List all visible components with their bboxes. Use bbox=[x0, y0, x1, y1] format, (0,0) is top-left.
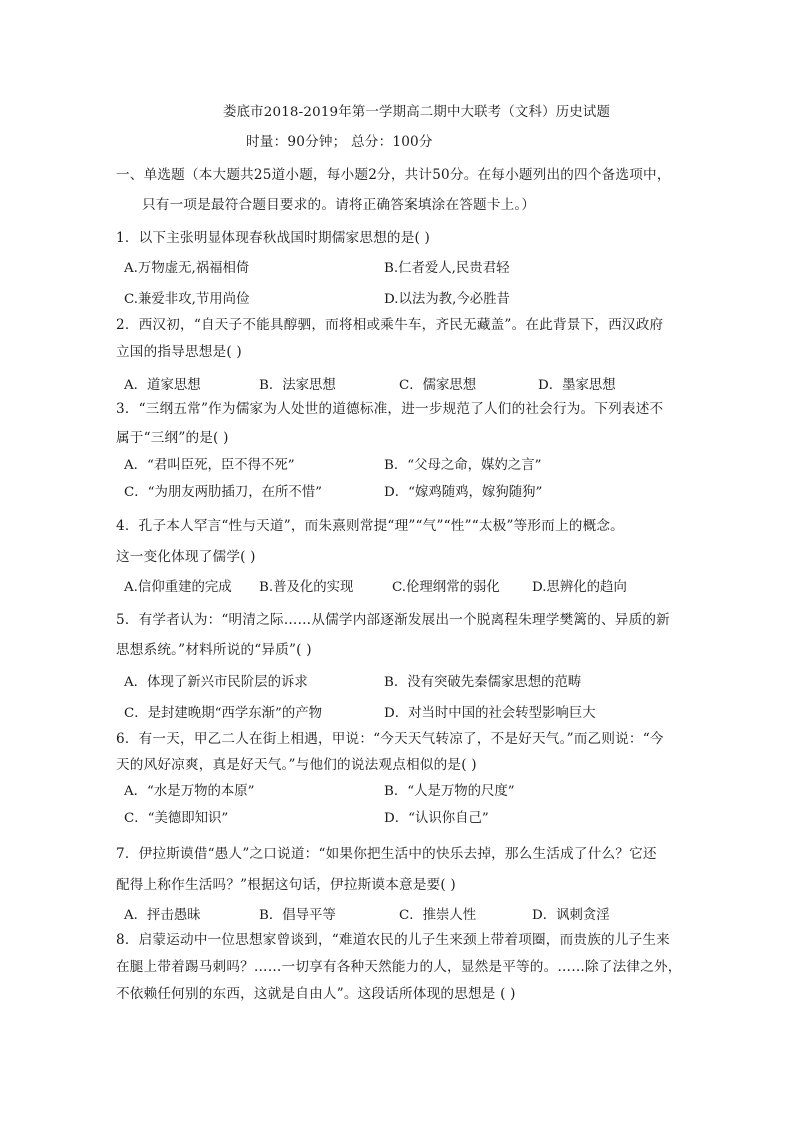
question-2-option-b: B．法家思想 bbox=[259, 378, 336, 393]
question-7-stem-line-2: 配得上称作生活吗？”根据这句话，伊拉斯谟本意是要( ) bbox=[116, 877, 456, 893]
question-5-option-a: A．体现了新兴市民阶层的诉求 bbox=[124, 675, 308, 690]
question-2-option-d: D．墨家思想 bbox=[538, 378, 616, 393]
question-7-option-a: A．抨击愚昧 bbox=[124, 908, 201, 923]
document-title: 娄底市2018-2019年第一学期高二期中大联考（文科）历史试题 bbox=[223, 105, 611, 120]
question-3-option-d: D．“嫁鸡随鸡，嫁狗随狗” bbox=[384, 485, 543, 500]
question-4-option-a: A.信仰重建的完成 bbox=[124, 580, 232, 595]
question-2-option-c: C．儒家思想 bbox=[399, 378, 477, 393]
question-3-option-c: C．“为朋友两肋插刀，在所不惜” bbox=[124, 485, 323, 500]
question-1-option-d: D.以法为教,今必胜昔 bbox=[384, 292, 510, 307]
question-6-option-b: B．“人是万物的尺度” bbox=[384, 784, 515, 799]
question-7-option-b: B．倡导平等 bbox=[259, 908, 336, 923]
question-5-option-d: D．对当时中国的社会转型影响巨大 bbox=[384, 706, 596, 721]
question-4-stem-line-1: 4．孔子本人罕言“性与天道”，而朱熹则常提“理”“气”“性”“太极”等形而上的概念。 bbox=[116, 518, 624, 534]
question-2-stem-line-2: 立国的指导思想是( ) bbox=[116, 344, 242, 360]
question-4-option-d: D.思辨化的趋向 bbox=[532, 580, 627, 595]
question-1-stem: 1．以下主张明显体现春秋战国时期儒家思想的是( ) bbox=[116, 230, 431, 246]
question-3-stem-line-2: 属于“三纲”的是( ) bbox=[116, 430, 229, 446]
question-6-option-c: C．“美德即知识” bbox=[124, 811, 229, 826]
question-5-option-c: C．是封建晚期“西学东渐”的产物 bbox=[124, 706, 323, 721]
question-2-option-a: A．道家思想 bbox=[124, 378, 201, 393]
question-3-option-b: B．“父母之命，媒妁之言” bbox=[384, 458, 542, 473]
question-2-stem-line-1: 2．西汉初，“自天子不能具醇驷，而将相或乘牛车，齐民无藏盖”。在此背景下，西汉政府 bbox=[116, 317, 664, 333]
question-4-option-c: C.伦理纲常的弱化 bbox=[392, 580, 500, 595]
question-5-stem-line-2: 思想系统。”材料所说的“异质”( ) bbox=[116, 642, 312, 658]
question-1-option-c: C.兼爱非攻,节用尚俭 bbox=[124, 292, 250, 307]
question-5-stem-line-1: 5．有学者认为：“明清之际……从儒学内部逐渐发展出一个脱离程朱理学樊篱的、异质的新 bbox=[116, 612, 670, 628]
question-6-stem-line-1: 6．有一天，甲乙二人在街上相遇，甲说：“今天天气转凉了，不是好天气。”而乙则说：“今 bbox=[116, 731, 664, 747]
question-7-option-c: C．推崇人性 bbox=[399, 908, 477, 923]
question-7-option-d: D．讽刺贪淫 bbox=[532, 908, 610, 923]
question-7-stem-line-1: 7．伊拉斯谟借“愚人”之口说道：“如果你把生活中的快乐去掉，那么生活成了什么？它还 bbox=[116, 846, 657, 862]
question-6-stem-line-2: 天的风好凉爽，真是好天气。”与他们的说法观点相似的是( ) bbox=[116, 757, 477, 773]
question-8-stem-line-3: 不依赖任何别的东西，这就是自由人”。这段话所体现的思想是 ( ) bbox=[116, 986, 516, 1002]
question-1-option-a: A.万物虚无,祸福相倚 bbox=[124, 261, 250, 276]
question-1-option-b: B.仁者爱人,民贵君轻 bbox=[384, 261, 510, 276]
section-instructions-line-1: 一、单选题（本大题共25道小题，每小题2分，共计50分。在每小题列出的四个备选项中， bbox=[116, 167, 671, 183]
exam-meta: 时量：90分钟； 总分：100分 bbox=[246, 134, 433, 150]
question-4-option-b: B.普及化的实现 bbox=[259, 580, 354, 595]
question-6-option-d: D．“认识你自己” bbox=[384, 811, 489, 826]
question-5-option-b: B．没有突破先秦儒家思想的范畴 bbox=[384, 675, 582, 690]
question-6-option-a: A．“水是万物的本原” bbox=[124, 784, 255, 799]
question-8-stem-line-2: 在腿上带着踢马刺吗？……一切享有各种天然能力的人，显然是平等的。……除了法律之外， bbox=[116, 959, 682, 975]
question-3-stem-line-1: 3．“三纲五常”作为儒家为人处世的道德标准，进一步规范了人们的社会行为。下列表述不 bbox=[116, 401, 664, 417]
question-8-stem-line-1: 8．启蒙运动中一位思想家曾谈到，“难道农民的儿子生来颈上带着项圈，而贵族的儿子生来 bbox=[116, 932, 670, 948]
question-3-option-a: A．“君叫臣死，臣不得不死” bbox=[124, 458, 295, 473]
section-instructions-line-2: 只有一项是最符合题目要求的。请将正确答案填涂在答题卡上。） bbox=[142, 197, 536, 213]
question-4-stem-line-2: 这一变化体现了儒学( ) bbox=[116, 549, 256, 565]
